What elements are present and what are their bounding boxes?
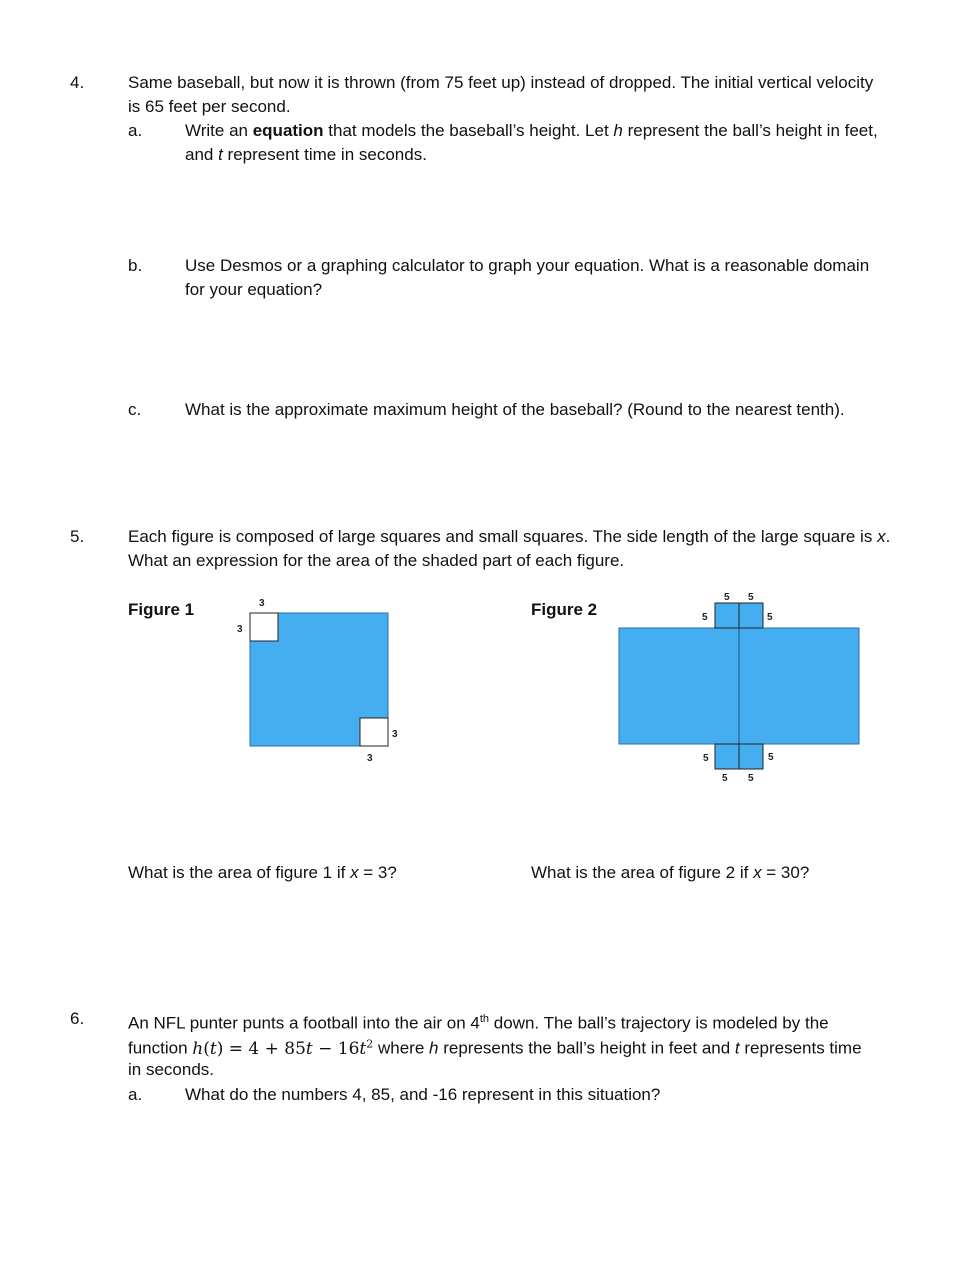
q4-number: 4. <box>70 73 85 92</box>
figure2-small-square-bottom-left <box>715 744 739 769</box>
figure2-small-square-bottom-right <box>739 744 763 769</box>
figure2-small-square-top-left <box>715 603 739 628</box>
q4a-text-line1: Write an equation that models the baseball’s height. Let h represent the ball’s height in feet, <box>185 121 878 140</box>
figure1-title: Figure 1 <box>128 600 195 619</box>
q5-number: 5. <box>70 527 85 546</box>
figure2-label-bottom-left: 5 <box>703 753 709 764</box>
q6a-text: What do the numbers 4, 85, and -16 represent in this situation? <box>185 1085 661 1104</box>
figure2-label-bottom-right: 5 <box>768 752 774 763</box>
q5-text-line2: What an expression for the area of the shaded part of each figure. <box>128 551 625 570</box>
q6-function: $h(t) = 4 + 85t - 16t^2$ <box>192 1037 374 1059</box>
figure1-label-bottom: 3 <box>367 753 373 764</box>
figure2-label-top-right: 5 <box>767 612 773 623</box>
figure2-label-bottom-1: 5 <box>722 773 728 784</box>
figure1-label-left: 3 <box>237 624 243 635</box>
q4c-text: What is the approximate maximum height of the baseball? (Round to the nearest tenth). <box>185 400 845 419</box>
figure2-label-bottom-2: 5 <box>748 773 754 784</box>
figure2-title: Figure 2 <box>531 600 598 619</box>
q6-text-line1: An NFL punter punts a football into the air on 4th down. The ball’s trajectory is modeled by the <box>128 1013 829 1033</box>
q4b-text-line2: for your equation? <box>185 280 323 299</box>
q4a-label: a. <box>128 121 143 140</box>
figure1-diagram <box>225 590 425 770</box>
q6a-label: a. <box>128 1085 143 1104</box>
figure2-label-top-2: 5 <box>748 592 754 603</box>
q4b-text-line1: Use Desmos or a graphing calculator to graph your equation. What is a reasonable domain <box>185 256 870 275</box>
q4a-text-line2: and t represent time in seconds. <box>185 145 427 164</box>
figure2-question: What is the area of figure 2 if x = 30? <box>531 863 810 882</box>
q6-number: 6. <box>70 1009 85 1028</box>
figure2-small-square-top-right <box>739 603 763 628</box>
q4b-label: b. <box>128 256 143 275</box>
q6-text-line2: function $h(t) = 4 + 85t - 16t^2$ where h represents the ball’s height in feet and t represents time <box>128 1037 862 1059</box>
figure2-label-top-1: 5 <box>724 592 730 603</box>
q6-text-line3: in seconds. <box>128 1060 214 1079</box>
figure1-label-top: 3 <box>259 598 265 609</box>
q4c-label: c. <box>128 400 142 419</box>
figure2-diagram <box>610 585 870 785</box>
q4-text-line1: Same baseball, but now it is thrown (from 75 feet up) instead of dropped. The initial vertical velocity <box>128 73 874 92</box>
figure2-label-top-left: 5 <box>702 612 708 623</box>
figure1-question: What is the area of figure 1 if x = 3? <box>128 863 397 882</box>
figure1-small-square-bottom <box>360 718 388 746</box>
q4-text-line2: is 65 feet per second. <box>128 97 291 116</box>
figure1-label-right: 3 <box>392 729 398 740</box>
q5-text-line1: Each figure is composed of large squares and small squares. The side length of the large square is x. <box>128 527 891 546</box>
figure1-small-square-top <box>250 613 278 641</box>
